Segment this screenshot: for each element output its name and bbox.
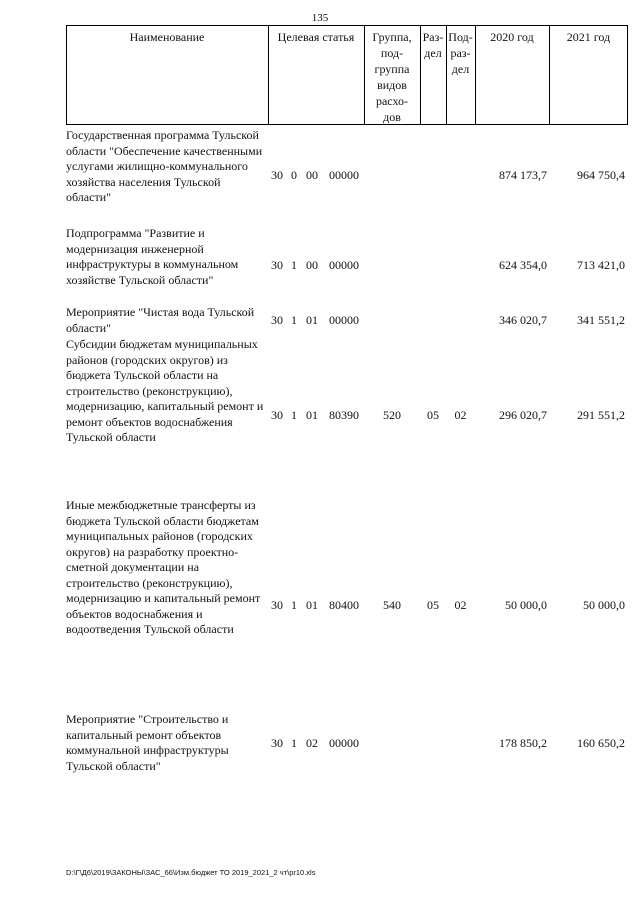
value-2020: 178 850,2 <box>499 736 547 750</box>
row-name: Государственная программа Тульской области "Обеспечение качественными услугами жилищно-коммунального хозяйства населения Тульской области" <box>66 128 263 204</box>
row-name: Мероприятие "Чистая вода Тульской области" <box>66 305 255 335</box>
target-code-1: 30 <box>271 258 283 272</box>
target-code-1: 30 <box>271 408 283 422</box>
target-code-4: 80390 <box>329 408 359 422</box>
target-code-2: 1 <box>291 313 297 327</box>
target-code-4: 00000 <box>329 168 359 182</box>
value-2020: 624 354,0 <box>499 258 547 272</box>
subsection-code: 02 <box>454 408 467 422</box>
row-name: Субсидии бюджетам муниципальных районов (городских округов) из бюджета Тульской области на строительство (реконструкцию), модернизацию, капитальный ремонт и ремонт объектов водоснабжения Тульской области <box>66 337 264 444</box>
subsection-code: 02 <box>454 598 467 612</box>
value-2021: 341 551,2 <box>577 313 625 327</box>
target-code-2: 0 <box>291 168 297 182</box>
header-name: Наименование <box>129 30 205 44</box>
group-code: 520 <box>383 408 401 422</box>
value-2021: 291 551,2 <box>577 408 625 422</box>
target-code-2: 1 <box>291 598 297 612</box>
row-name: Мероприятие "Строительство и капитальный ремонт объектов коммунальной инфраструктуры Тульской области" <box>66 712 229 773</box>
header-subsection: Под- раз- дел <box>448 30 473 76</box>
value-2021: 50 000,0 <box>583 598 625 612</box>
target-code-2: 1 <box>291 736 297 750</box>
value-2020: 874 173,7 <box>499 168 547 182</box>
target-code-1: 30 <box>271 168 283 182</box>
target-code-3: 01 <box>306 408 318 422</box>
target-code-4: 00000 <box>329 258 359 272</box>
target-code-1: 30 <box>271 313 283 327</box>
target-code-3: 01 <box>306 598 318 612</box>
header-section: Раз- дел <box>422 30 444 60</box>
value-2021: 160 650,2 <box>577 736 625 750</box>
value-2021: 713 421,0 <box>577 258 625 272</box>
footer-file-path: D:\Г\Д6\2019\ЗАКОНЫ\ЗАС_66\Изм.бюджет ТО 2019_2021_2 чт\pr10.xls <box>66 868 316 877</box>
header-year-2020: 2020 год <box>490 30 534 44</box>
group-code: 540 <box>383 598 401 612</box>
target-code-4: 80400 <box>329 598 359 612</box>
header-year-2021: 2021 год <box>566 30 611 44</box>
value-2020: 50 000,0 <box>505 598 547 612</box>
target-code-3: 00 <box>306 168 318 182</box>
page-number: 135 <box>311 12 329 24</box>
target-code-2: 1 <box>291 408 297 422</box>
section-code: 05 <box>427 408 439 422</box>
value-2020: 346 020,7 <box>499 313 547 327</box>
target-code-3: 00 <box>306 258 318 272</box>
value-2020: 296 020,7 <box>499 408 547 422</box>
header-target: Целевая статья <box>277 30 355 44</box>
target-code-4: 00000 <box>329 736 359 750</box>
row-name: Иные межбюджетные трансферты из бюджета Тульской области бюджетам муниципальных районов (городских округов) на разработку проектно-сметной документации на строительство (реконструкцию), модернизацию и капитальный ремонт объектов водоснабжения и водоотведения Тульской области <box>66 498 261 636</box>
target-code-4: 00000 <box>329 313 359 327</box>
target-code-2: 1 <box>291 258 297 272</box>
header-group: Группа, под- группа видов расхо- дов <box>372 30 412 124</box>
target-code-1: 30 <box>271 598 283 612</box>
target-code-1: 30 <box>271 736 283 750</box>
value-2021: 964 750,4 <box>577 168 625 182</box>
target-code-3: 02 <box>306 736 318 750</box>
row-name: Подпрограмма "Развитие и модернизация инженерной инфраструктуры в коммунальном хозяйстве Тульской области" <box>66 226 239 287</box>
target-code-3: 01 <box>306 313 318 327</box>
section-code: 05 <box>427 598 439 612</box>
